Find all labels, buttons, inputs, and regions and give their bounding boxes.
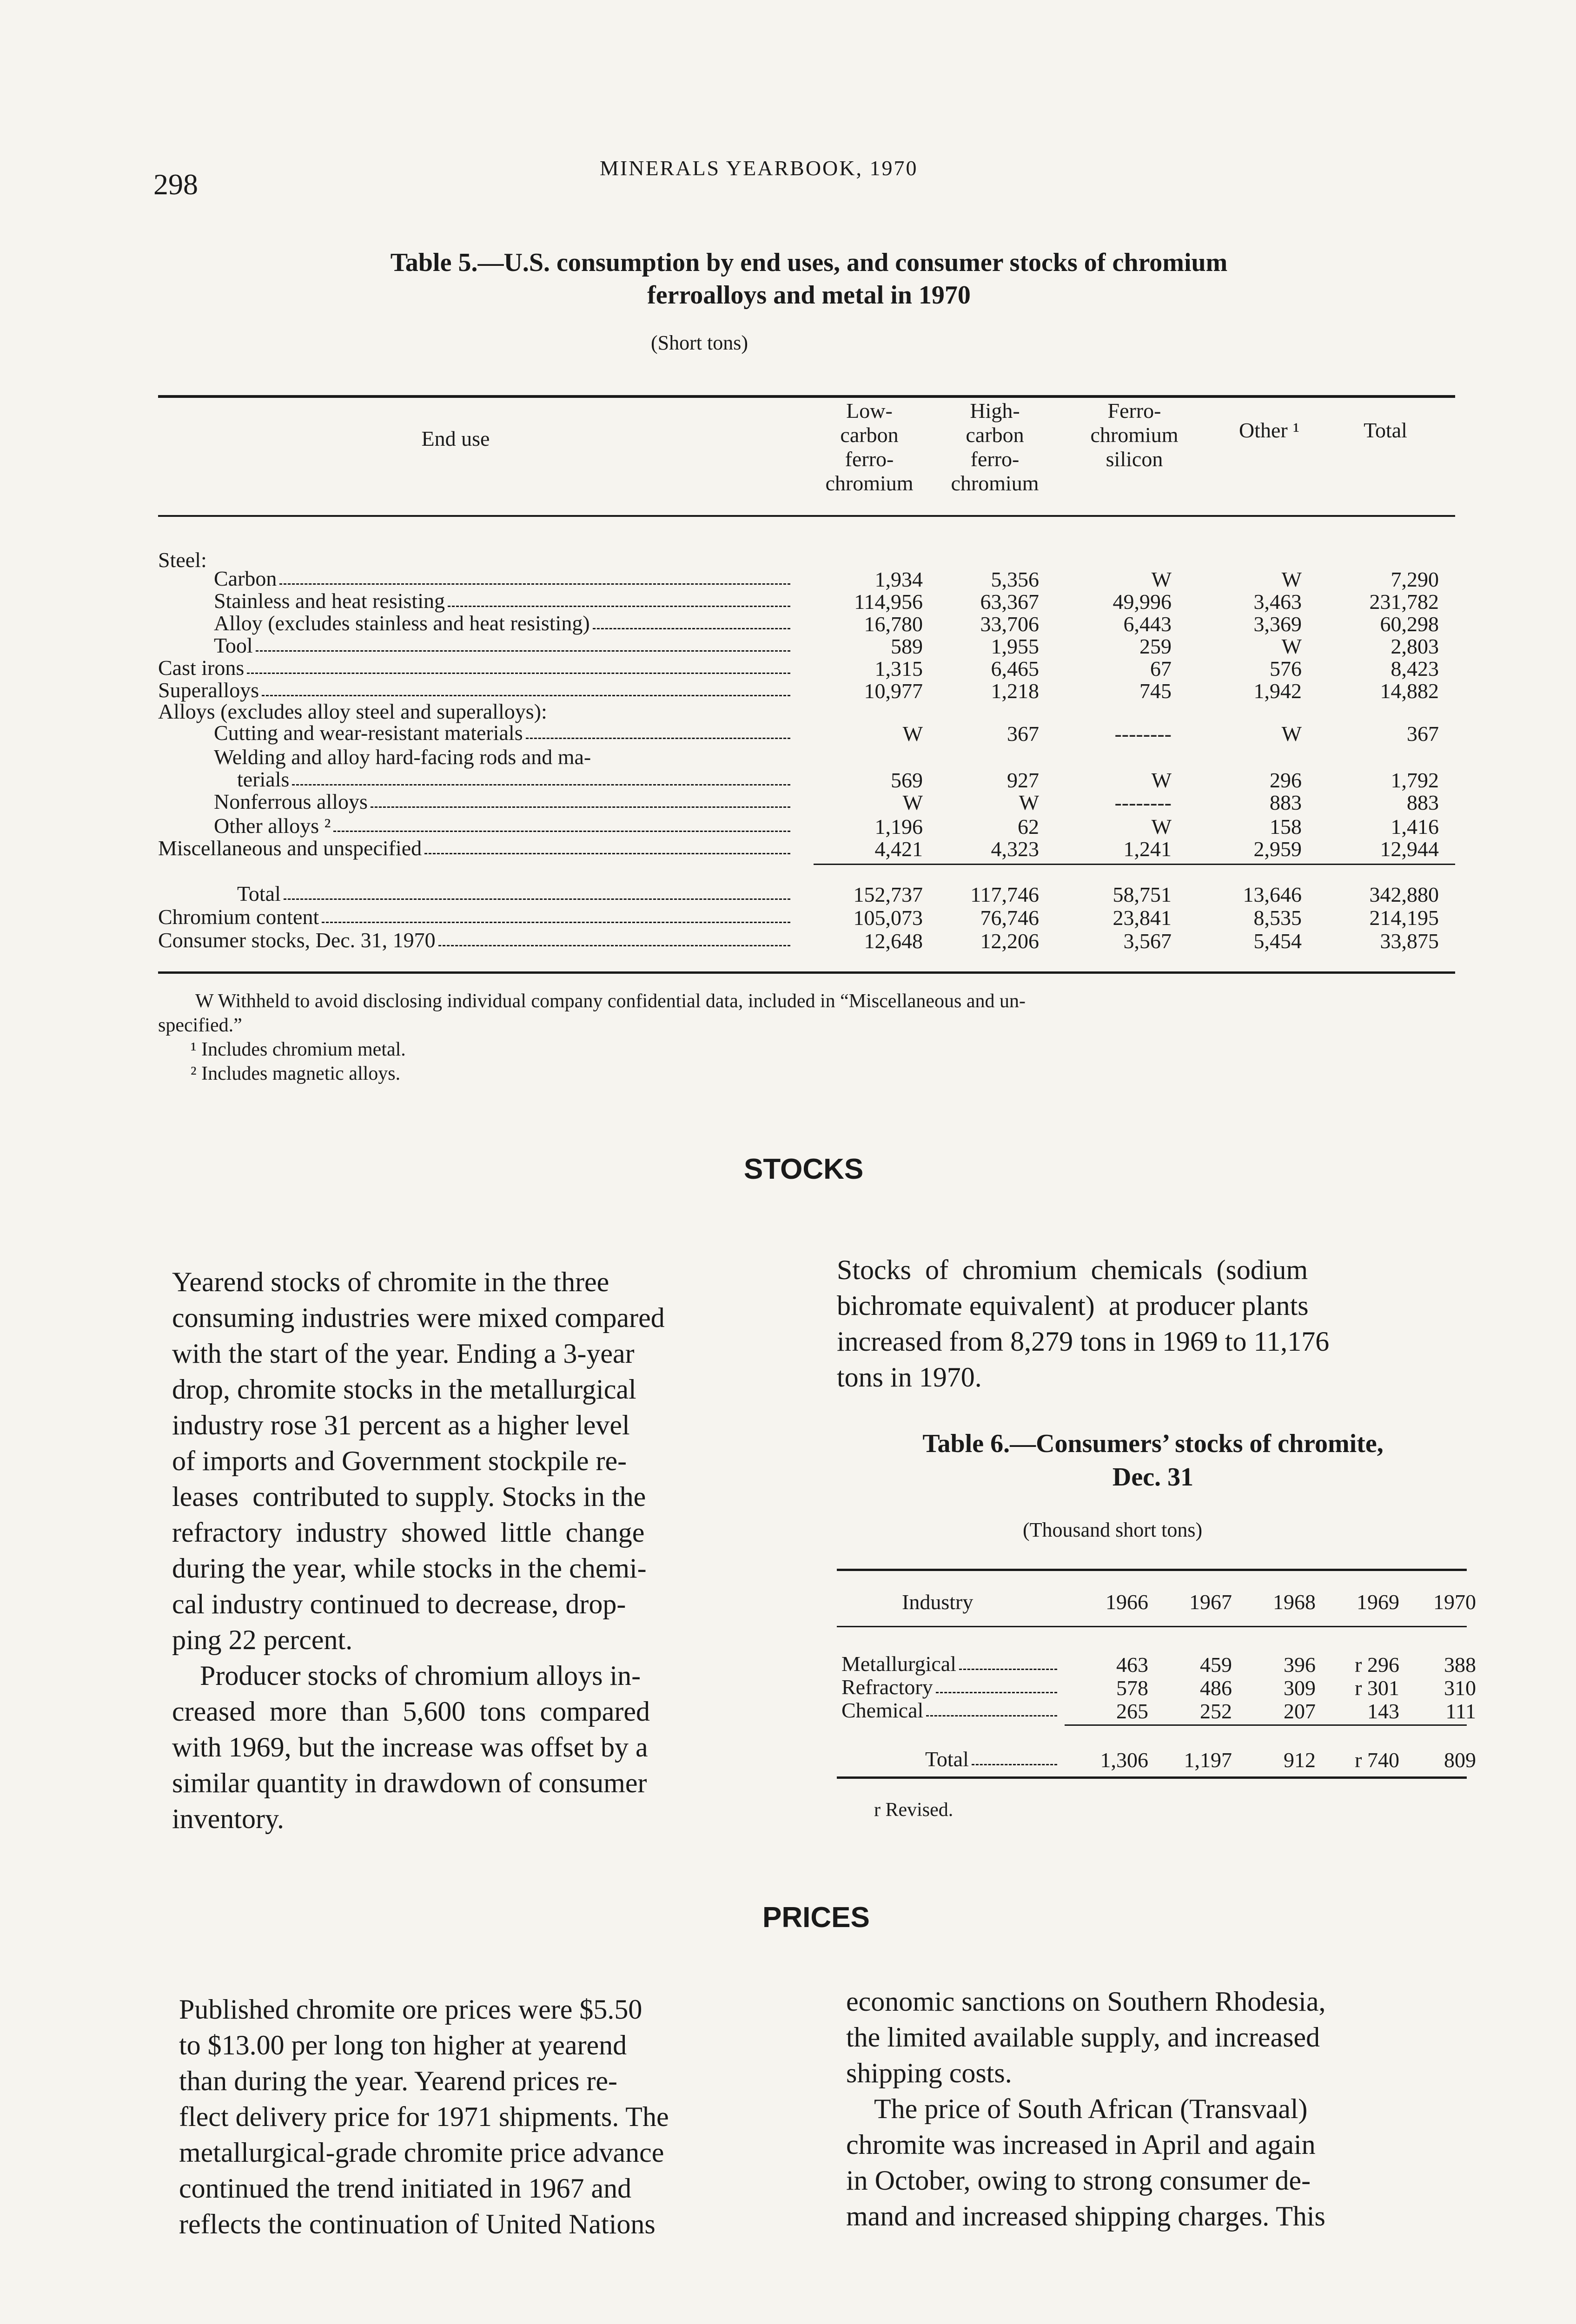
table-cell: W [902, 722, 923, 746]
table-cell: W [1019, 791, 1039, 814]
table-cell: 1,315 [874, 657, 923, 680]
text-line: reflects the continuation of United Nations [179, 2209, 656, 2239]
table-cell: 76,746 [980, 906, 1039, 930]
table-cell: W [1151, 815, 1172, 838]
text-line: continued the trend initiated in 1967 and [179, 2173, 632, 2204]
table-cell: 117,746 [970, 883, 1039, 906]
text-line: economic sanctions on Southern Rhodesia, [846, 1986, 1326, 2017]
table-cell: 296 [1270, 768, 1302, 792]
table6-cell: 463 [1116, 1653, 1148, 1677]
table-cell: 2,959 [1253, 837, 1302, 861]
table5-unit: (Short tons) [651, 331, 748, 354]
text-line: chromite was increased in April and again [846, 2129, 1316, 2160]
table6-row-label: Metallurgical [841, 1652, 1060, 1676]
table-row-label: Tool [214, 634, 790, 657]
text-line: to $13.00 per long ton higher at yearend [179, 2030, 627, 2060]
table-row-label: Superalloys [158, 679, 790, 702]
table6-top-rule [837, 1569, 1467, 1571]
table5-footnote-w: W Withheld to avoid disclosing individual company confidential data, included in “Miscellaneous and un- [195, 990, 1026, 1012]
table6-cell: 207 [1284, 1699, 1316, 1723]
table-cell: 589 [891, 634, 923, 658]
table-cell: 105,073 [853, 906, 923, 930]
table5-top-rule [158, 395, 1455, 398]
table-cell: W [1281, 722, 1302, 746]
table-cell: 3,369 [1253, 612, 1302, 636]
prices-left-column [179, 1992, 802, 2242]
text-line: of imports and Government stockpile re- [172, 1446, 627, 1476]
table-cell: 1,942 [1253, 679, 1302, 703]
table6-cell: 252 [1200, 1699, 1232, 1723]
table6-cell: r 296 [1355, 1653, 1399, 1677]
text-line: increased from 8,279 tons in 1969 to 11,176 [837, 1326, 1330, 1357]
text-line: shipping costs. [846, 2058, 1012, 2088]
table-row-label: terials [237, 768, 790, 791]
table5-caption-line1: Table 5.—U.S. consumption by end uses, and consumer stocks of chromium [390, 248, 1228, 277]
table-cell: 1,416 [1391, 815, 1439, 838]
stocks-right-column [837, 1252, 1460, 1395]
table-cell: 16,780 [864, 612, 923, 636]
text-line: Producer stocks of chromium alloys in- [200, 1660, 641, 1691]
col-high-carbon: High- carbon ferro- chromium [951, 399, 1039, 495]
table-row-label: Other alloys ² [214, 814, 790, 838]
table6-row-label: Chemical [841, 1699, 1060, 1722]
section-steel: Steel: [158, 548, 207, 572]
table6-cell: 310 [1444, 1676, 1476, 1700]
col-ferrochromium-silicon: Ferro- chromium silicon [1090, 399, 1179, 471]
text-line: Stocks of chromium chemicals (sodium [837, 1254, 1308, 1285]
table-cell: 231,782 [1369, 590, 1439, 614]
table-cell: 259 [1139, 634, 1172, 658]
text-line: metallurgical-grade chromite price advance [179, 2137, 664, 2168]
table6-bottom-rule [837, 1776, 1467, 1779]
table-cell: 1,955 [991, 634, 1039, 658]
table-cell: W [1151, 568, 1172, 591]
table6-cell: 912 [1284, 1748, 1316, 1772]
table-row-label: Carbon [214, 567, 790, 590]
table6-footnote: r Revised. [874, 1799, 954, 1821]
text-line: during the year, while stocks in the chemi- [172, 1553, 647, 1584]
table6-cell: 111 [1445, 1699, 1476, 1723]
text-line: drop, chromite stocks in the metallurgical [172, 1374, 636, 1405]
table-cell: 883 [1270, 791, 1302, 814]
text-line: with the start of the year. Ending a 3-year [172, 1338, 635, 1369]
text-line: similar quantity in drawdown of consumer [172, 1768, 647, 1798]
stocks-heading: STOCKS [744, 1153, 864, 1185]
table5-bottom-rule [158, 971, 1455, 974]
text-line: the limited available supply, and increased [846, 2022, 1320, 2053]
table-row-label: Chromium content [158, 905, 790, 929]
table-cell: 7,290 [1391, 568, 1439, 591]
table-row-label: Stainless and heat resisting [214, 589, 790, 613]
col-low-carbon: Low- carbon ferro- chromium [825, 399, 914, 495]
row-label-welding: Welding and alloy hard-facing rods and ma- [214, 745, 591, 769]
table-cell: 23,841 [1112, 906, 1172, 930]
table6-col-header: 1966 [1106, 1590, 1148, 1614]
table5-footnote-1: ¹ Includes chromium metal. [191, 1039, 406, 1060]
table6-cell: 809 [1444, 1748, 1476, 1772]
table5-total-rule [814, 864, 1455, 865]
text-line: industry rose 31 percent as a higher level [172, 1410, 630, 1440]
table-cell: 62 [1018, 815, 1039, 838]
table-cell: 3,463 [1253, 590, 1302, 614]
text-line: mand and increased shipping charges. This [846, 2201, 1325, 2232]
table-cell: 10,977 [864, 679, 923, 703]
table-cell: 8,535 [1253, 906, 1302, 930]
text-line: leases contributed to supply. Stocks in the [172, 1481, 646, 1512]
text-line: flect delivery price for 1971 shipments. The [179, 2101, 669, 2132]
section-alloys: Alloys (excludes alloy steel and superalloys): [158, 700, 547, 723]
table-cell: 12,206 [980, 929, 1039, 953]
text-line: bichromate equivalent) at producer plants [837, 1290, 1309, 1321]
text-line: tons in 1970. [837, 1362, 982, 1393]
table5-header-rule [158, 515, 1455, 517]
table-cell: 4,323 [991, 837, 1039, 861]
table6-cell: r 301 [1355, 1676, 1399, 1700]
table-cell: 6,443 [1123, 612, 1172, 636]
table6-unit: (Thousand short tons) [1023, 1519, 1203, 1541]
table6-col-header: 1970 [1433, 1590, 1476, 1614]
text-line: refractory industry showed little change [172, 1517, 645, 1548]
table-cell: 2,803 [1391, 634, 1439, 658]
table-cell: 114,956 [854, 590, 923, 614]
table-cell: 63,367 [980, 590, 1039, 614]
table6-cell: 486 [1200, 1676, 1232, 1700]
table6-cell: 265 [1116, 1699, 1148, 1723]
table-cell: 13,646 [1243, 883, 1302, 906]
table-cell: 883 [1407, 791, 1439, 814]
table5-footnote-w2: specified.” [158, 1015, 242, 1036]
text-line: The price of South African (Transvaal) [874, 2093, 1308, 2124]
table6-cell: 396 [1284, 1653, 1316, 1677]
table6-col-header: 1969 [1357, 1590, 1399, 1614]
table6-col-header: 1968 [1273, 1590, 1316, 1614]
table-cell: -------- [1114, 722, 1172, 746]
table-cell: 49,996 [1112, 590, 1172, 614]
table-cell: 12,648 [864, 929, 923, 953]
table6-header-rule [837, 1626, 1467, 1627]
table-row-label: Cutting and wear-resistant materials [214, 721, 790, 745]
table-row-label: Cast irons [158, 656, 790, 680]
table-cell: 58,751 [1112, 883, 1172, 906]
table6-cell: 459 [1200, 1653, 1232, 1677]
table-cell: 5,356 [991, 568, 1039, 591]
table6-total-rule [1065, 1724, 1467, 1726]
table5-caption-line2: ferroalloys and metal in 1970 [647, 281, 971, 310]
table-cell: 5,454 [1253, 929, 1302, 953]
table-cell: 1,792 [1391, 768, 1439, 792]
table6-col-header: Industry [902, 1590, 973, 1614]
text-line: consuming industries were mixed compared [172, 1302, 665, 1333]
text-line: Yearend stocks of chromite in the three [172, 1267, 609, 1297]
page-number: 298 [153, 168, 198, 201]
table-cell: 67 [1150, 657, 1172, 680]
table-cell: 214,195 [1369, 906, 1439, 930]
table-cell: 8,423 [1391, 657, 1439, 680]
text-line: inventory. [172, 1803, 285, 1834]
table6-cell: 1,197 [1184, 1748, 1232, 1772]
table6-cell: r 740 [1355, 1748, 1399, 1772]
table-cell: 367 [1407, 722, 1439, 746]
table-cell: 1,218 [991, 679, 1039, 703]
table-cell: 3,567 [1123, 929, 1172, 953]
table-cell: 6,465 [991, 657, 1039, 680]
table6-cell: 1,306 [1100, 1748, 1148, 1772]
table-cell: 367 [1007, 722, 1039, 746]
table-cell: 342,880 [1369, 883, 1439, 906]
table-cell: 1,934 [874, 568, 923, 591]
table-cell: 1,196 [874, 815, 923, 838]
table6-col-header: 1967 [1189, 1590, 1232, 1614]
table-cell: 4,421 [874, 837, 923, 861]
table6-row-label: Refractory [841, 1676, 1060, 1699]
table-cell: 12,944 [1380, 837, 1439, 861]
table-cell: 927 [1007, 768, 1039, 792]
table-row-label: Total [237, 882, 790, 905]
table-cell: -------- [1114, 791, 1172, 814]
table-row-label: Miscellaneous and unspecified [158, 837, 790, 860]
text-line: with 1969, but the increase was offset by a [172, 1732, 648, 1763]
table-cell: W [902, 791, 923, 814]
table-cell: 60,298 [1380, 612, 1439, 636]
text-line: ping 22 percent. [172, 1624, 353, 1655]
table-cell: 576 [1270, 657, 1302, 680]
text-line: than during the year. Yearend prices re- [179, 2066, 618, 2096]
table5-caption [270, 246, 1348, 311]
running-title: MINERALS YEARBOOK, 1970 [600, 156, 918, 180]
col-other: Other ¹ [1238, 418, 1300, 442]
table-cell: W [1281, 634, 1302, 658]
table-cell: 14,882 [1380, 679, 1439, 703]
table6-cell: 388 [1444, 1653, 1476, 1677]
table-row-label: Consumer stocks, Dec. 31, 1970 [158, 929, 790, 952]
text-line: cal industry continued to decrease, drop- [172, 1589, 626, 1619]
text-line: Published chromite ore prices were $5.50 [179, 1994, 642, 2025]
col-total: Total [1364, 418, 1407, 442]
table-cell: 33,875 [1380, 929, 1439, 953]
text-line: in October, owing to strong consumer de- [846, 2165, 1311, 2196]
table-cell: 1,241 [1123, 837, 1172, 861]
table-cell: W [1281, 568, 1302, 591]
prices-heading: PRICES [762, 1901, 870, 1934]
table6-cell: 309 [1284, 1676, 1316, 1700]
table-cell: 745 [1139, 679, 1172, 703]
table-cell: 152,737 [853, 883, 923, 906]
table-row-label: Nonferrous alloys [214, 790, 790, 813]
col-end-use: End use [421, 427, 490, 450]
table5-footnote-2: ² Includes magnetic alloys. [191, 1063, 401, 1084]
table6-row-label: Total [925, 1748, 1060, 1771]
table-cell: 158 [1270, 815, 1302, 838]
table-cell: 33,706 [980, 612, 1039, 636]
table6-caption: Table 6.—Consumers’ stocks of chromite, Dec. 31 [922, 1429, 1384, 1492]
stocks-left-column [172, 1264, 795, 1837]
table6-cell: 578 [1116, 1676, 1148, 1700]
table-cell: 569 [891, 768, 923, 792]
table-row-label: Alloy (excludes stainless and heat resisting) [214, 612, 790, 635]
prices-right-column [846, 1984, 1469, 2234]
table-cell: W [1151, 768, 1172, 792]
text-line: creased more than 5,600 tons compared [172, 1696, 650, 1727]
table6-cell: 143 [1367, 1699, 1399, 1723]
